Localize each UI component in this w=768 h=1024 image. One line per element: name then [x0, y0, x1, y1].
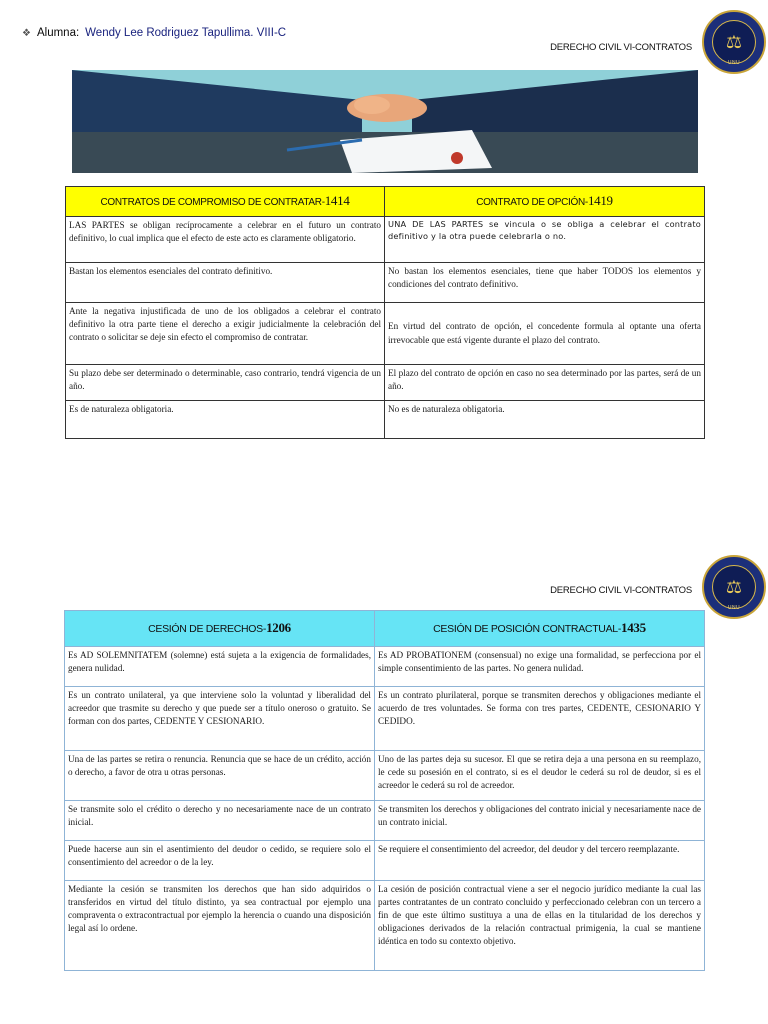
university-seal-icon [702, 10, 766, 74]
seal-text: UNU [727, 605, 741, 611]
table-cell: No es de naturaleza obligatoria. [385, 401, 705, 439]
bullet-icon: ❖ [22, 27, 31, 39]
table-cell: Se transmite solo el crédito o derecho y no necesariamente nace de un contrato inicial. [65, 801, 375, 841]
table-row [66, 217, 705, 263]
table-cell: Una de las partes se retira o renuncia. Renuncia que se hace de un crédito, acción o derecho, a favor de otra u otras personas. [65, 751, 375, 801]
header-cesion-derechos: CESIÓN DE DERECHOS-1206 [65, 611, 375, 647]
table-row [66, 401, 705, 439]
student-label: Alumna: [36, 27, 80, 39]
course-title: DERECHO CIVIL VI-CONTRATOS [550, 585, 692, 596]
seal-text: UNU [727, 60, 741, 66]
student-line [22, 27, 286, 39]
handshake-banner [72, 70, 698, 173]
table-row [65, 801, 705, 841]
student-name: Wendy Lee Rodriguez Tapullima. VIII-C [85, 27, 287, 39]
table-cell: El plazo del contrato de opción en caso no sea determinado por las partes, será de un año. [385, 365, 705, 401]
table-row [65, 647, 705, 687]
table-cell: Es de naturaleza obligatoria. [66, 401, 385, 439]
table-cell: Su plazo debe ser determinado o determinable, caso contrario, tendrá vigencia de un año. [66, 365, 385, 401]
table-row [65, 881, 705, 971]
table-compromiso-opcion [65, 186, 705, 439]
table-row [65, 687, 705, 751]
table-header-row [65, 611, 705, 647]
table-cell: Bastan los elementos esenciales del contrato definitivo. [66, 263, 385, 303]
table-cell: Es AD SOLEMNITATEM (solemne) está sujeta a la exigencia de formalidades, genera nulidad. [65, 647, 375, 687]
table-cell: La cesión de posición contractual viene a ser el negocio jurídico mediante la cual las partes contratantes de un contrato concluido y perfeccionado celebran con un tercero a fin de que este último sustituya a una de ellas en la titularidad de los derechos y obligaciones derivados de la relación contractual primigenia, la cual se mantiene idéntica en todo su contexto objetivo. [375, 881, 705, 971]
header-opcion: CONTRATO DE OPCIÓN-1419 [385, 187, 705, 217]
table-cell: Es AD PROBATIONEM (consensual) no exige una formalidad, se perfecciona por el simple consentimiento de las partes. No genera nulidad. [375, 647, 705, 687]
table-row [66, 303, 705, 365]
scales-icon: ⚖ [712, 565, 756, 609]
table-row [66, 263, 705, 303]
table-cell: No bastan los elementos esenciales, tiene que haber TODOS los elementos y condiciones del contrato definitivo. [385, 263, 705, 303]
table-cell: Es un contrato plurilateral, porque se transmiten derechos y obligaciones mediante el acuerdo de tres voluntades. Se forma con tres partes, CEDENTE, CESIONARIO Y CEDIDO. [375, 687, 705, 751]
table-cell: Se transmiten los derechos y obligaciones del contrato inicial y necesariamente nace de un contrato inicial. [375, 801, 705, 841]
table-row [66, 365, 705, 401]
table-cell: Se requiere el consentimiento del acreedor, del deudor y del tercero reemplazante. [375, 841, 705, 881]
table-cell: Es un contrato unilateral, ya que interviene solo la voluntad y liberalidad del acreedor que trasmite su derecho y que puede ser a título oneroso o gratuito. Se forman con dos partes, CEDENTE Y CESIONARIO. [65, 687, 375, 751]
table-cell: LAS PARTES se obligan recíprocamente a celebrar en el futuro un contrato definitivo, lo cual implica que el efecto de este acto es claramente obligatorio. [66, 217, 385, 263]
table-cell: Puede hacerse aun sin el asentimiento del deudor o cedido, se requiere solo el consentimiento del acreedor o de la ley. [65, 841, 375, 881]
table-cesion [64, 610, 705, 971]
table-cell: Mediante la cesión se transmiten los derechos que han sido adquiridos o transferidos en virtud del título distinto, ya sea contractual por ejemplo una compraventa o extracontractual por ejemplo la herencia o cuando una disposición legal así lo ordene. [65, 881, 375, 971]
header-cesion-posicion: CESIÓN DE POSICIÓN CONTRACTUAL-1435 [375, 611, 705, 647]
table-cell: Uno de las partes deja su sucesor. El que se retira deja a una persona en su reemplazo, le cede su posesión en el contrato, si es el deudor le cederá su rol de deudor, si es el acreedor le cederá su rol de acreedor. [375, 751, 705, 801]
course-title: DERECHO CIVIL VI-CONTRATOS [550, 42, 692, 53]
university-seal-icon [702, 555, 766, 619]
scales-icon: ⚖ [712, 20, 756, 64]
table-cell: UNA DE LAS PARTES se vincula o se obliga a celebrar el contrato definitivo y la otra puede celebrarla o no. [385, 217, 705, 263]
header-compromiso: CONTRATOS DE COMPROMISO DE CONTRATAR-1414 [66, 187, 385, 217]
table-header-row [66, 187, 705, 217]
table-cell: Ante la negativa injustificada de uno de los obligados a celebrar el contrato definitivo la otra parte tiene el derecho a exigir judicialmente la celebración del contrato o solicitar se deje sin efecto el compromiso de contratar. [66, 303, 385, 365]
document-stamp [451, 152, 463, 164]
table-row [65, 751, 705, 801]
handshake-illustration [72, 70, 698, 173]
table-cell: En virtud del contrato de opción, el concedente formula al optante una oferta irrevocable que está vigente durante el plazo del contrato. [385, 303, 705, 365]
table-row [65, 841, 705, 881]
